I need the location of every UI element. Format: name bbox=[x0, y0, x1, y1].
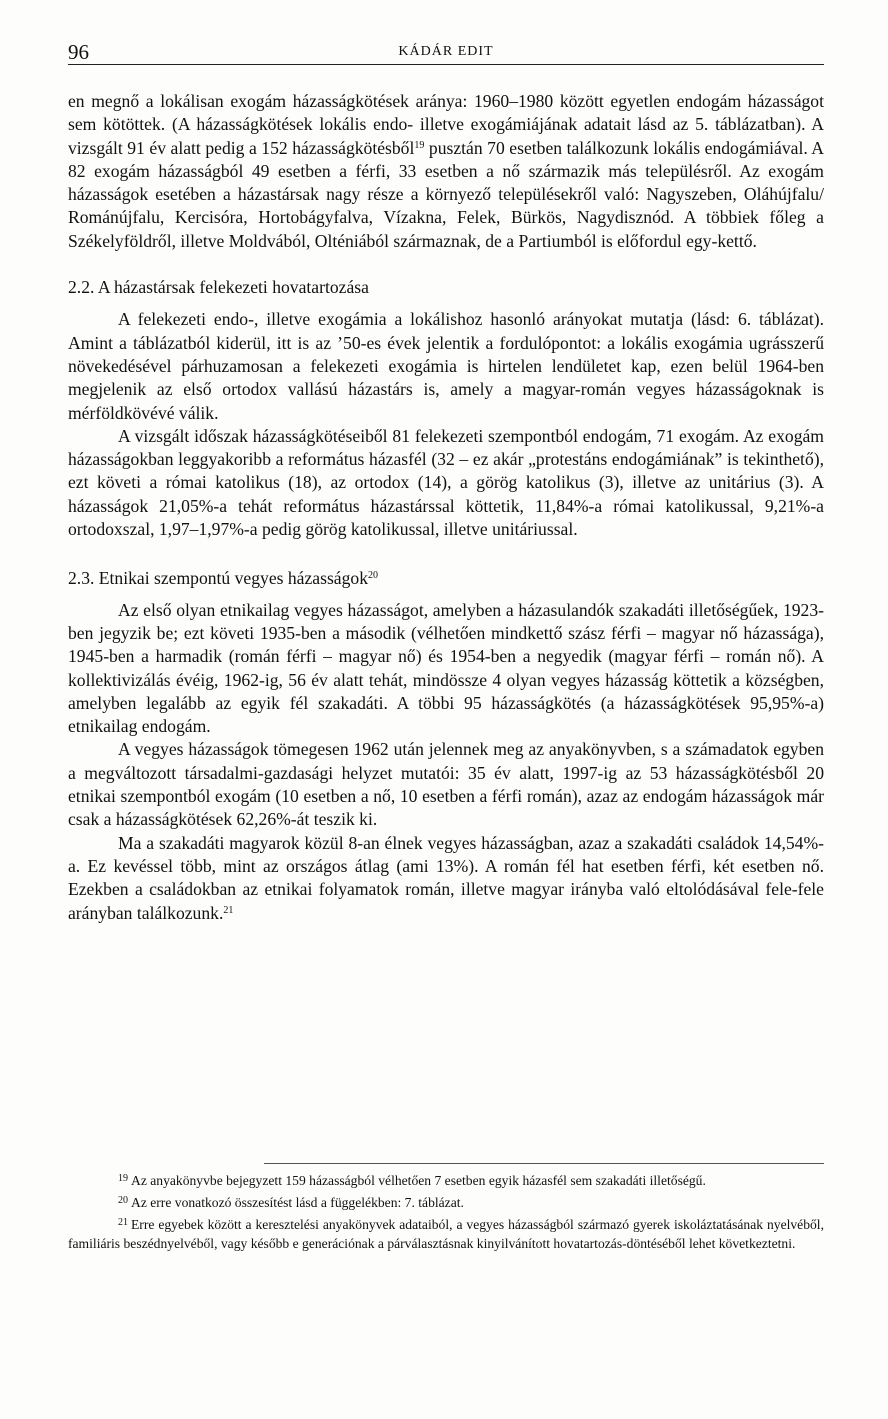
footnote-divider bbox=[264, 1163, 824, 1164]
page-number: 96 bbox=[68, 40, 89, 64]
paragraph-1-rest: pusztán 70 esetben találkozunk lokális endogámiával. A 82 exogám házasságból 49 esetben a férfi, 33 esetben a nő származik más településről. Az exogám házasságok esetében a házastársak nagy része a környező településekről való: Nagyszeben, Oláhújfalu/ Románújfalu, Kercisóra, Hortobágyfalva, Vízakna, Felek, Bürkös, Nagydisznód. A többiek főleg a Székelyföldről, illetve Moldvából, Olténiából származnak, de a Partiumból is előfordul egy-kettő. bbox=[68, 137, 824, 251]
footnote-text: Erre egyebek között a keresztelési anyakönyvek adataiból, a vegyes házasságból származó gyerek iskoláztatásának nyelvéből, familiáris beszédnyelvéből, vagy később e generációnak a párválasztásnak kinyilvánított hovatartozás-döntéséből lehet következtetni. bbox=[68, 1217, 824, 1251]
footnote-text: Az anyakönyvbe bejegyzett 159 házasságból vélhetően 7 esetben egyik házasfél sem szakadáti illetőségű. bbox=[131, 1173, 706, 1188]
footnotes bbox=[68, 1172, 824, 1257]
paragraph-1 bbox=[68, 90, 824, 253]
paragraph-3: A vizsgált időszak házasságkötéseiből 81 felekezeti szempontból endogám, 71 exogám. Az exogám házasságokban leggyakoribb a református házasfél (32 – ez akár „protestáns endogámiának” is tekinthető), ezt követi a római katolikus (18), az ortodox (14), a görög katolikus (3), illetve az unitárius (3). A házasságok 21,05%-a tehát református házastárssal köttetik, 11,84%-a római katolikussal, 9,21%-a ortodoxszal, 1,97–1,97%-a pedig görög katolikussal, illetve unitáriussal. bbox=[68, 425, 824, 540]
footnote-mark: 21 bbox=[118, 1217, 128, 1229]
paragraph-4: Az első olyan etnikailag vegyes házasságot, amelyben a házasulandók szakadáti illetőségűek, 1923-ben jegyzik be; ezt követi 1935-ben a második (vélhetően mindkettő szász férfi – magyar nő házassága), 1945-ben a harmadik (román férfi – magyar nő) és 1954-ben a negyedik (magyar férfi – román nő). A kollektivizálás évéig, 1962-ig, 56 év alatt tehát, mindössze 4 olyan vegyes házasság köttetik a községben, amelyben legalább az egyik fél szakadáti. A többi 95 házasságkötés (a házasságkötések 95,95%-a) etnikailag endogám. bbox=[68, 599, 824, 737]
footnote-ref-20[interactable]: 20 bbox=[368, 570, 378, 582]
section-heading-2-2: 2.2. A házastársak felekezeti hovatartozása bbox=[68, 277, 369, 298]
section-heading-2-3 bbox=[68, 567, 824, 590]
paragraph-6 bbox=[68, 832, 824, 925]
paragraph-6-text: Ma a szakadáti magyarok közül 8-an élnek vegyes házasságban, azaz a szakadáti családok 14,54%-a. Ez kevéssel több, mint az országos átlag (ami 13%). A román fél hat esetben férfi, két esetben nő. Ezekben a családokban az etnikai folyamatok román, illetve magyar irányba való eltolódásával fele-fele arányban találkozunk. bbox=[68, 832, 824, 923]
running-head bbox=[68, 38, 824, 65]
paragraph-2: A felekezeti endo-, illetve exogámia a lokálishoz hasonló arányokat mutatja (lásd: 6. táblázat). Amint a táblázatból kiderül, itt is az ’50-es évek jelentik a fordulópontot: a lokális exogámia ugrásszerű növekedésével párhuzamosan a felekezeti exogámia is hirtelen lendületet kap, ezen belül 1964-ben megjelenik az első ortodox vallású házastárs is, amely a magyar-román vegyes házasságoknak is mérföldkövévé válik. bbox=[68, 309, 824, 423]
footnote-ref-21[interactable]: 21 bbox=[223, 904, 234, 916]
paragraph-5: A vegyes házasságok tömegesen 1962 után jelennek meg az anyakönyvben, s a számadatok egyben a megváltozott társadalmi-gazdasági helyzet mutatói: 35 év alatt, 1997-ig az 53 házasságkötésből 20 etnikai szempontból exogám (10 esetben a nő, 10 esetben a férfi román), azaz az endogám házasságok már csak a házasságkötések 62,26%-át teszik ki. bbox=[68, 739, 824, 830]
footnote-19 bbox=[68, 1172, 824, 1190]
footnote-mark: 20 bbox=[118, 1195, 128, 1207]
footnote-text: Az erre vonatkozó összesítést lásd a függelékben: 7. táblázat. bbox=[131, 1195, 464, 1211]
footnote-21 bbox=[68, 1216, 824, 1252]
section-heading-2-3-text: 2.3. Etnikai szempontú vegyes házasságok bbox=[68, 568, 368, 589]
footnote-ref-19[interactable]: 19 bbox=[414, 139, 425, 151]
paragraph-1-text: en megnő a lokálisan exogám házasságkötések aránya: 1960–1980 között egyetlen endogám házasságot sem kötöttek. (A házasságkötések lokális endo- illetve exogámiájának adatait lásd az 5. táblázatban). A vizsgált 91 év alatt pedig a 152 házasságkötésből bbox=[68, 91, 824, 158]
footnote-mark: 19 bbox=[118, 1173, 128, 1184]
footnote-20 bbox=[68, 1194, 824, 1212]
running-title: KÁDÁR EDIT bbox=[398, 44, 494, 59]
body-text bbox=[68, 90, 824, 925]
